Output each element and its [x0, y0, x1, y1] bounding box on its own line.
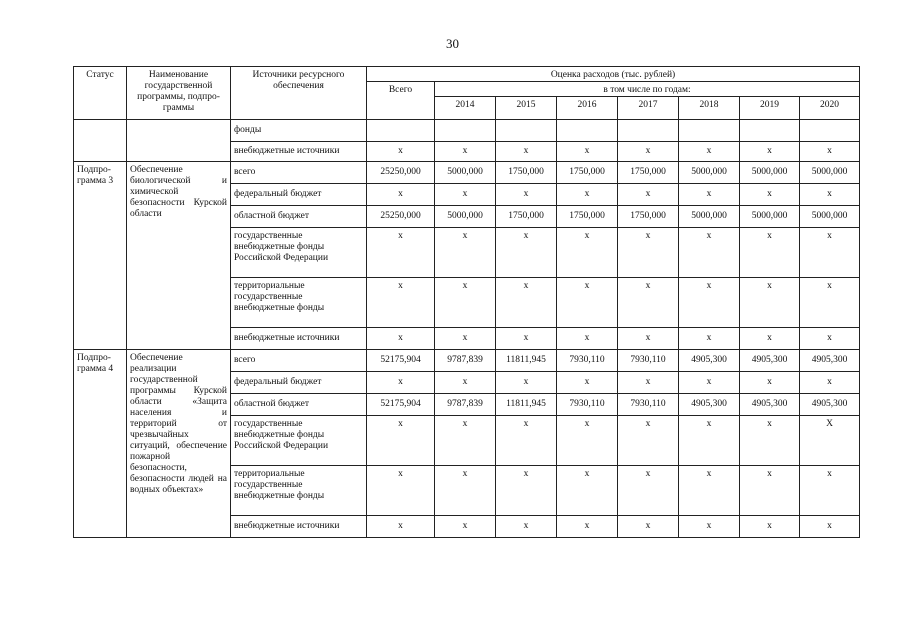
value-cell: x — [740, 228, 800, 278]
value-cell — [367, 120, 435, 142]
table-row — [74, 350, 860, 372]
value-cell: 25250,000 — [367, 162, 435, 184]
header-year: 2020 — [800, 97, 860, 120]
value-cell: 5000,000 — [679, 162, 740, 184]
source-cell: внебюджетные источники — [231, 516, 367, 538]
value-cell: x — [496, 372, 557, 394]
value-cell: x — [557, 142, 618, 162]
value-cell: x — [800, 184, 860, 206]
value-cell: x — [367, 416, 435, 466]
value-cell — [618, 120, 679, 142]
value-cell: x — [679, 416, 740, 466]
value-cell: x — [435, 516, 496, 538]
source-cell: областной бюджет — [231, 206, 367, 228]
value-cell: x — [800, 372, 860, 394]
status-cell — [74, 120, 127, 162]
value-cell: 52175,904 — [367, 394, 435, 416]
value-cell: x — [800, 278, 860, 328]
value-cell: 4905,300 — [740, 394, 800, 416]
source-cell: фонды — [231, 120, 367, 142]
value-cell: x — [367, 184, 435, 206]
source-cell: территориальные государственные внебюджетные фонды — [231, 466, 367, 516]
value-cell: x — [367, 466, 435, 516]
value-cell: x — [618, 184, 679, 206]
value-cell: 1750,000 — [496, 162, 557, 184]
page-number: 30 — [446, 36, 459, 51]
value-cell: x — [435, 142, 496, 162]
header-status: Статус — [74, 67, 127, 120]
value-cell: x — [557, 416, 618, 466]
value-cell: x — [740, 466, 800, 516]
value-cell: x — [557, 516, 618, 538]
value-cell: x — [800, 516, 860, 538]
value-cell: 7930,110 — [557, 350, 618, 372]
value-cell: 4905,300 — [740, 350, 800, 372]
value-cell: 5000,000 — [435, 162, 496, 184]
source-cell: территориальные государственные внебюджетные фонды — [231, 278, 367, 328]
value-cell: x — [679, 142, 740, 162]
value-cell: x — [367, 142, 435, 162]
value-cell: x — [740, 184, 800, 206]
value-cell: x — [679, 328, 740, 350]
table-row — [74, 162, 860, 184]
value-cell: x — [367, 372, 435, 394]
value-cell: 7930,110 — [618, 394, 679, 416]
source-cell: федеральный бюджет — [231, 372, 367, 394]
value-cell: 5000,000 — [800, 206, 860, 228]
value-cell: 4905,300 — [679, 350, 740, 372]
header-year: 2019 — [740, 97, 800, 120]
value-cell: x — [679, 516, 740, 538]
source-cell: внебюджетные источники — [231, 142, 367, 162]
value-cell: x — [435, 372, 496, 394]
value-cell: 4905,300 — [800, 394, 860, 416]
header-year: 2016 — [557, 97, 618, 120]
value-cell: x — [496, 416, 557, 466]
value-cell: 1750,000 — [496, 206, 557, 228]
value-cell: x — [557, 328, 618, 350]
value-cell: x — [800, 142, 860, 162]
value-cell: x — [496, 328, 557, 350]
name-cell: Обеспечение реализации государственной программы Курской области «Защита населения и территорий от чрезвычайных ситуаций, обеспечение пожарной безопасности, безопасности людей на водных объектах» — [127, 350, 231, 538]
source-cell: всего — [231, 350, 367, 372]
name-cell: Обеспечение биологической и химической безопасности Курской области — [127, 162, 231, 350]
header-estimate: Оценка расходов (тыс. рублей) — [367, 67, 860, 82]
value-cell: 5000,000 — [740, 162, 800, 184]
value-cell — [740, 120, 800, 142]
value-cell: 9787,839 — [435, 350, 496, 372]
value-cell: 25250,000 — [367, 206, 435, 228]
value-cell: x — [557, 278, 618, 328]
value-cell: x — [367, 228, 435, 278]
name-cell — [127, 120, 231, 162]
value-cell: x — [496, 278, 557, 328]
value-cell: x — [740, 278, 800, 328]
value-cell: x — [679, 466, 740, 516]
value-cell: x — [740, 516, 800, 538]
source-cell: внебюджетные источники — [231, 328, 367, 350]
value-cell: x — [435, 328, 496, 350]
value-cell — [800, 120, 860, 142]
status-cell: Подпро-грамма 3 — [74, 162, 127, 350]
value-cell: x — [557, 228, 618, 278]
value-cell — [496, 120, 557, 142]
value-cell: 4905,300 — [679, 394, 740, 416]
table-row — [74, 120, 860, 142]
value-cell: 5000,000 — [740, 206, 800, 228]
value-cell — [557, 120, 618, 142]
value-cell: x — [496, 466, 557, 516]
value-cell: x — [740, 372, 800, 394]
value-cell: 11811,945 — [496, 394, 557, 416]
value-cell: x — [679, 278, 740, 328]
value-cell: 1750,000 — [618, 162, 679, 184]
header-year: 2017 — [618, 97, 679, 120]
value-cell: x — [435, 416, 496, 466]
header-sources: Источники ресурсного обеспечения — [231, 67, 367, 120]
source-cell: областной бюджет — [231, 394, 367, 416]
source-cell: федеральный бюджет — [231, 184, 367, 206]
value-cell: x — [496, 184, 557, 206]
value-cell: x — [435, 184, 496, 206]
value-cell: 1750,000 — [557, 206, 618, 228]
value-cell: 4905,300 — [800, 350, 860, 372]
expenses-table — [73, 66, 860, 538]
value-cell: x — [679, 184, 740, 206]
value-cell: 5000,000 — [800, 162, 860, 184]
value-cell: x — [435, 228, 496, 278]
header-by-years: в том числе по годам: — [435, 82, 860, 97]
header-year: 2014 — [435, 97, 496, 120]
value-cell: x — [496, 228, 557, 278]
header-year: 2015 — [496, 97, 557, 120]
value-cell: x — [618, 328, 679, 350]
source-cell: государственные внебюджетные фонды Российской Федерации — [231, 416, 367, 466]
source-cell: всего — [231, 162, 367, 184]
value-cell: 11811,945 — [496, 350, 557, 372]
value-cell: x — [557, 372, 618, 394]
value-cell: x — [800, 228, 860, 278]
value-cell: X — [800, 416, 860, 466]
value-cell: x — [679, 372, 740, 394]
value-cell: x — [557, 184, 618, 206]
value-cell: x — [618, 228, 679, 278]
value-cell: x — [800, 466, 860, 516]
value-cell: x — [679, 228, 740, 278]
value-cell: 5000,000 — [679, 206, 740, 228]
header-row — [74, 67, 860, 82]
header-total: Всего — [367, 82, 435, 120]
value-cell: x — [367, 278, 435, 328]
value-cell: x — [740, 328, 800, 350]
value-cell: x — [740, 142, 800, 162]
value-cell: x — [618, 516, 679, 538]
status-cell: Подпро-грамма 4 — [74, 350, 127, 538]
value-cell: x — [618, 142, 679, 162]
value-cell: 1750,000 — [557, 162, 618, 184]
value-cell: 5000,000 — [435, 206, 496, 228]
value-cell: 52175,904 — [367, 350, 435, 372]
value-cell: x — [435, 278, 496, 328]
value-cell: x — [618, 416, 679, 466]
value-cell: x — [618, 466, 679, 516]
value-cell: x — [496, 516, 557, 538]
value-cell: x — [367, 328, 435, 350]
value-cell: x — [740, 416, 800, 466]
value-cell: 1750,000 — [618, 206, 679, 228]
header-name: Наименование государственной программы, подпро-граммы — [127, 67, 231, 120]
value-cell: x — [618, 278, 679, 328]
value-cell: 7930,110 — [557, 394, 618, 416]
value-cell: x — [435, 466, 496, 516]
value-cell: 9787,839 — [435, 394, 496, 416]
value-cell: x — [557, 466, 618, 516]
value-cell — [679, 120, 740, 142]
value-cell: x — [800, 328, 860, 350]
header-year: 2018 — [679, 97, 740, 120]
value-cell: 7930,110 — [618, 350, 679, 372]
value-cell: x — [367, 516, 435, 538]
value-cell: x — [618, 372, 679, 394]
value-cell: x — [496, 142, 557, 162]
source-cell: государственные внебюджетные фонды Российской Федерации — [231, 228, 367, 278]
value-cell — [435, 120, 496, 142]
